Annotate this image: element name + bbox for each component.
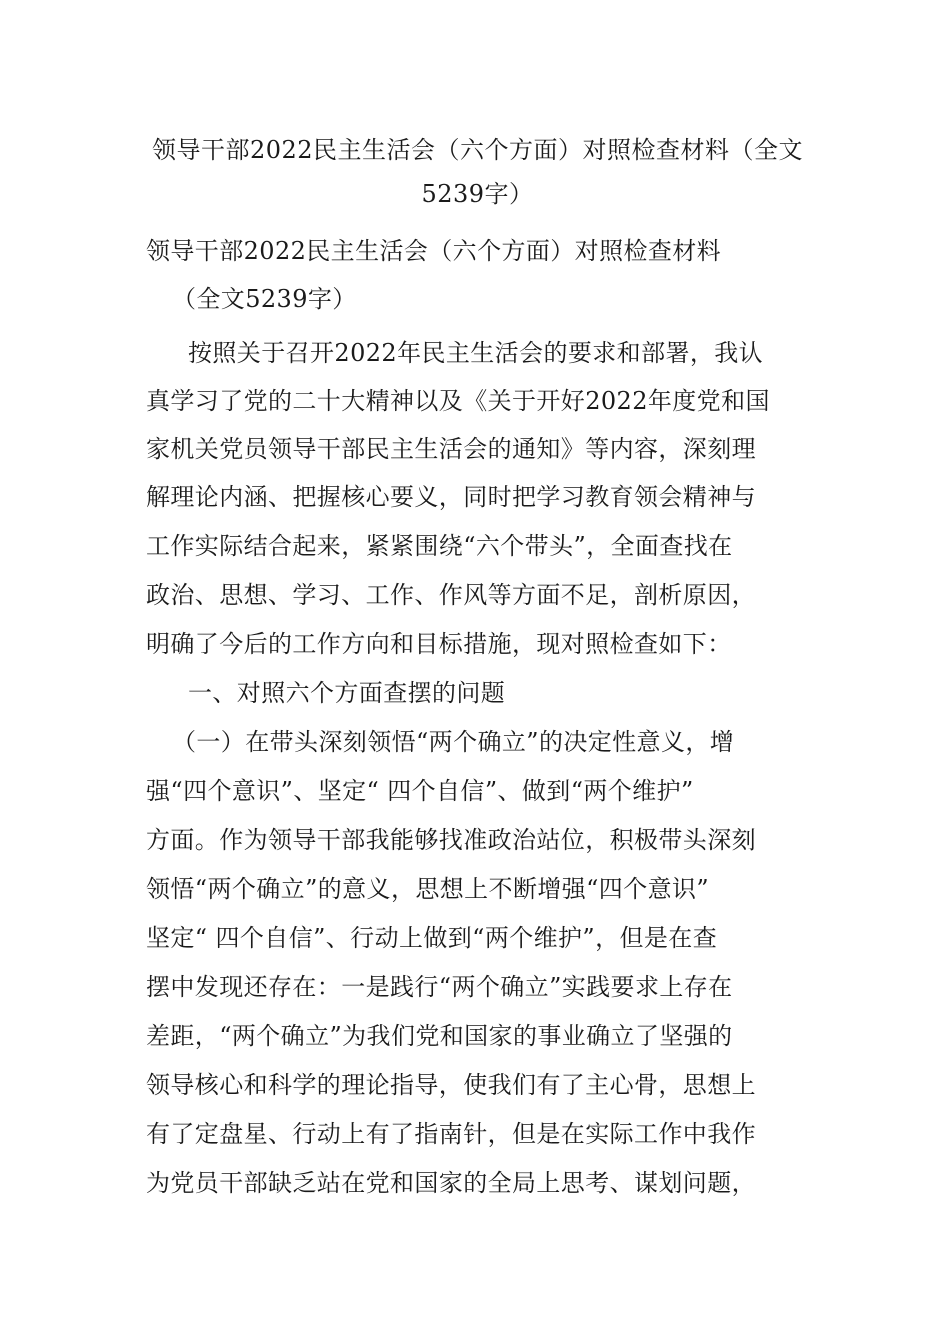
subtitle-line: 领导干部2022民主生活会（六个方面）对照检查材料 — [146, 237, 722, 265]
body-line: 家机关党员领导干部民主生活会的通知》等内容，深刻理 — [146, 435, 756, 463]
body-line: 有了定盘星、行动上有了指南针，但是在实际工作中我作 — [146, 1120, 756, 1148]
body-line: 为党员干部缺乏站在党和国家的全局上思考、谋划问题， — [146, 1169, 756, 1197]
body-line: 明确了今后的工作方向和目标措施，现对照检查如下： — [146, 630, 732, 658]
section-heading: 一、对照六个方面查摆的问题 — [188, 679, 506, 707]
document-title: 领导干部2022民主生活会（六个方面）对照检查材料（全文5239字） — [151, 136, 804, 208]
body-line: 强“四个意识”、坚定“ 四个自信”、做到“两个维护” — [146, 777, 694, 805]
body-line: 解理论内涵、把握核心要义，同时把学习教育领会精神与 — [146, 483, 756, 511]
body-line: 方面。作为领导干部我能够找准政治站位，积极带头深刻 — [146, 826, 756, 854]
body-line: 按照关于召开2022年民主生活会的要求和部署，我认 — [188, 339, 764, 367]
body-line: 摆中发现还存在：一是践行“两个确立”实践要求上存在 — [146, 973, 733, 1001]
body-line: 坚定“ 四个自信”、行动上做到“两个维护”，但是在查 — [146, 924, 718, 952]
body-line: 真学习了党的二十大精神以及《关于开好2022年度党和国 — [146, 387, 770, 415]
body-line: 领导核心和科学的理论指导，使我们有了主心骨，思想上 — [146, 1071, 756, 1099]
subtitle-line: （全文5239字） — [172, 285, 357, 313]
body-line: 政治、思想、学习、工作、作风等方面不足，剖析原因， — [146, 581, 756, 609]
body-line: 领悟“两个确立”的意义，思想上不断增强“四个意识” — [146, 875, 710, 903]
body-line: 工作实际结合起来，紧紧围绕“六个带头”，全面查找在 — [146, 532, 733, 560]
body-line: （一）在带头深刻领悟“两个确立”的决定性意义，增 — [172, 728, 735, 756]
body-line: 差距，“两个确立”为我们党和国家的事业确立了坚强的 — [146, 1022, 733, 1050]
